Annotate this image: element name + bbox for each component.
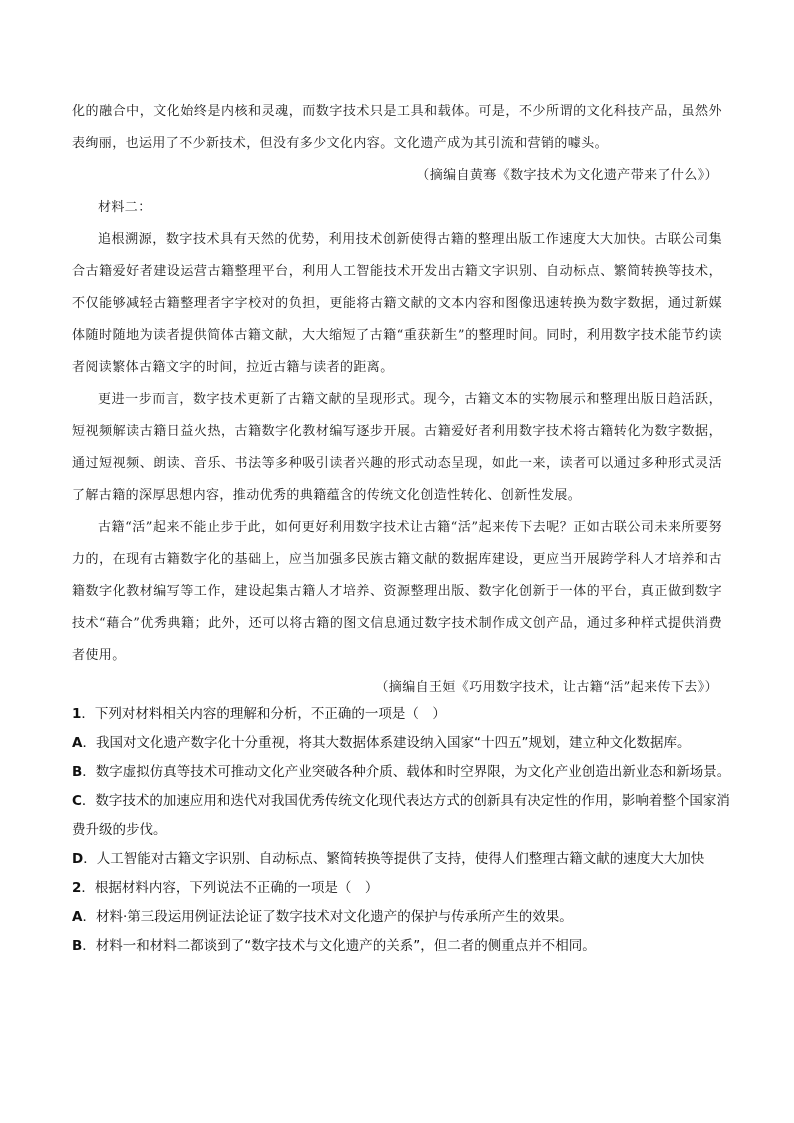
option-2a — [72, 903, 732, 932]
option-letter: D — [72, 851, 84, 867]
material-one-source: （摘编自黄骞《数字技术为文化遗产带来了什么》） — [416, 168, 718, 183]
material-two-source: （摘编自王姮《巧用数字技术，让古籍“活”起来传下去》） — [375, 680, 718, 695]
question-1 — [72, 700, 732, 874]
question-stem-text: ．下列对材料相关内容的理解和分析，不正确的一项是（ ） — [81, 706, 446, 722]
option-letter: B — [72, 938, 83, 954]
question-2-stem — [72, 874, 732, 903]
question-section — [72, 700, 732, 961]
option-text: ．我国对文化遗产数字化十分重视，将其大数据体系建设纳入国家“十四五”规划，建立种文化数据库。 — [82, 735, 691, 751]
material-two-heading: 材料二： — [98, 200, 152, 215]
option-text: ．数字技术的加速应用和迭代对我国优秀传统文化现代表达方式的创新具有决定性的作用，影响着整个国家消费升级的步伐。 — [72, 793, 730, 838]
material-one-tail-paragraph: 化的融合中，文化始终是内核和灵魂，而数字技术只是工具和载体。可是，不少所谓的文化科技产品，虽然外表绚丽，也运用了不少新技术，但没有多少文化内容。文化遗产成为其引流和营销的噱头。 — [72, 104, 722, 151]
option-letter: B — [72, 764, 83, 780]
option-text: ．人工智能对古籍文字识别、自动标点、繁简转换等提供了支持，使得人们整理古籍文献的速度大大加快 — [83, 851, 705, 867]
reading-passage — [72, 96, 722, 704]
question-number: 2 — [72, 880, 82, 896]
option-letter: A — [72, 909, 83, 925]
question-number: 1 — [72, 706, 82, 722]
option-2b — [72, 932, 732, 961]
option-1d — [72, 845, 732, 874]
question-1-stem — [72, 700, 732, 729]
option-1b — [72, 758, 732, 787]
option-letter: C — [72, 793, 82, 809]
question-2 — [72, 874, 732, 961]
option-text: ．数字虚拟仿真等技术可推动文化产业突破各种介质、载体和时空界限，为文化产业创造出新业态和新场景。 — [82, 764, 731, 780]
material-two-paragraph-3: 古籍“活”起来不能止步于此，如何更好利用数字技术让古籍“活”起来传下去呢？正如古联公司未来所要努力的，在现有古籍数字化的基础上，应当加强多民族古籍文献的数据库建设，更应当开展跨学科人才培养和古籍数字化教材编写等工作，建设起集古籍人才培养、资源整理出版、数字化创新于一体的平台，真正做到数字技术“藉合”优秀典籍；此外，还可以将古籍的图文信息通过数字技术制作成文创产品，通过多种样式提供消费者使用。 — [72, 520, 722, 663]
option-text: ．材料一和材料二都谈到了“数字技术与文化遗产的关系”，但二者的侧重点并不相同。 — [82, 938, 596, 954]
option-text: ．材料·第三段运用例证法论证了数字技术对文化遗产的保护与传承所产生的效果。 — [82, 909, 573, 925]
option-letter: A — [72, 735, 83, 751]
material-two-paragraph-2: 更进一步而言，数字技术更新了古籍文献的呈现形式。现今，古籍文本的实物展示和整理出版日趋活跃，短视频解读古籍日益火热，古籍数字化教材编写逐步开展。古籍爱好者利用数字技术将古籍转化为数字数据，通过短视频、朗读、音乐、书法等多种吸引读者兴趣的形式动态呈现，如此一来，读者可以通过多种形式灵活了解古籍的深厚思想内容，推动优秀的典籍蕴含的传统文化创造性转化、创新性发展。 — [72, 392, 722, 503]
question-stem-text: ．根据材料内容，下列说法不正确的一项是（ ） — [81, 880, 379, 896]
option-1c — [72, 787, 732, 845]
material-two-paragraph-1: 追根溯源，数字技术具有天然的优势，利用技术创新使得古籍的整理出版工作速度大大加快。古联公司集合古籍爱好者建设运营古籍整理平台，利用人工智能技术开发出古籍文字识别、自动标点、繁简转换等技术，不仅能够减轻古籍整理者字字校对的负担，更能将古籍文献的文本内容和图像迅速转换为数字数据，通过新媒体随时随地为读者提供简体古籍文献，大大缩短了古籍“重获新生”的整理时间。同时，利用数字技术能节约读者阅读繁体古籍文字的时间，拉近古籍与读者的距离。 — [72, 232, 722, 375]
option-1a — [72, 729, 732, 758]
